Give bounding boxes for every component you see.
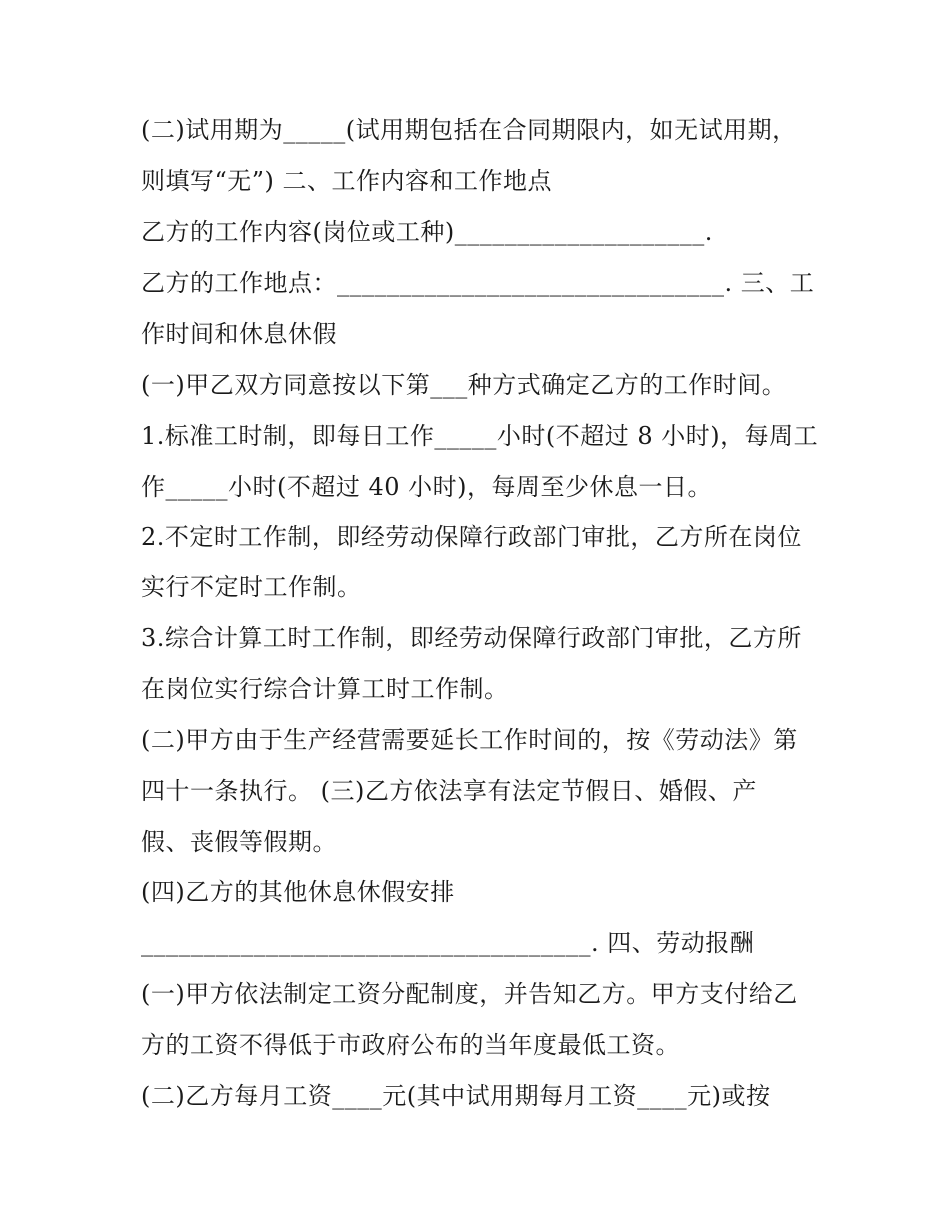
text-line: 假、丧假等假期。 [141, 828, 337, 856]
text-line: 在岗位实行综合计算工时工作制。 [141, 675, 509, 703]
text-line: (一)甲乙双方同意按以下第___种方式确定乙方的工作时间。 [141, 371, 787, 399]
text-line: ____________________________________. 四、劳动报酬 [141, 929, 755, 957]
text-line: 2.不定时工作制，即经劳动保障行政部门审批，乙方所在岗位 [141, 523, 802, 551]
text-line: 方的工资不得低于市政府公布的当年度最低工资。 [141, 1031, 680, 1059]
text-line: (一)甲方依法制定工资分配制度，并告知乙方。甲方支付给乙 [141, 980, 798, 1008]
text-line: 乙方的工作地点：_______________________________. 三、工 [141, 269, 815, 297]
text-line: (二)试用期为_____(试用期包括在合同期限内，如无试用期， [141, 116, 797, 144]
text-line: (二)乙方每月工资____元(其中试用期每月工资____元)或按 [141, 1082, 771, 1110]
text-line: (四)乙方的其他休息休假安排 [141, 878, 455, 906]
text-line: (二)甲方由于生产经营需要延长工作时间的，按《劳动法》第 [141, 726, 798, 754]
text-line: 作时间和休息休假 [141, 320, 337, 348]
text-line: 乙方的工作内容(岗位或工种)____________________. [141, 218, 713, 246]
text-line: 则填写“无”) 二、工作内容和工作地点 [141, 167, 553, 195]
text-line: 四十一条执行。 (三)乙方依法享有法定节假日、婚假、产 [141, 777, 757, 805]
text-line: 3.综合计算工时工作制，即经劳动保障行政部门审批，乙方所 [141, 624, 802, 652]
text-line: 实行不定时工作制。 [141, 573, 362, 601]
text-line: 作_____小时(不超过 40 小时)，每周至少休息一日。 [141, 473, 713, 501]
text-line: 1.标准工时制，即每日工作_____小时(不超过 8 小时)，每周工 [141, 422, 819, 450]
